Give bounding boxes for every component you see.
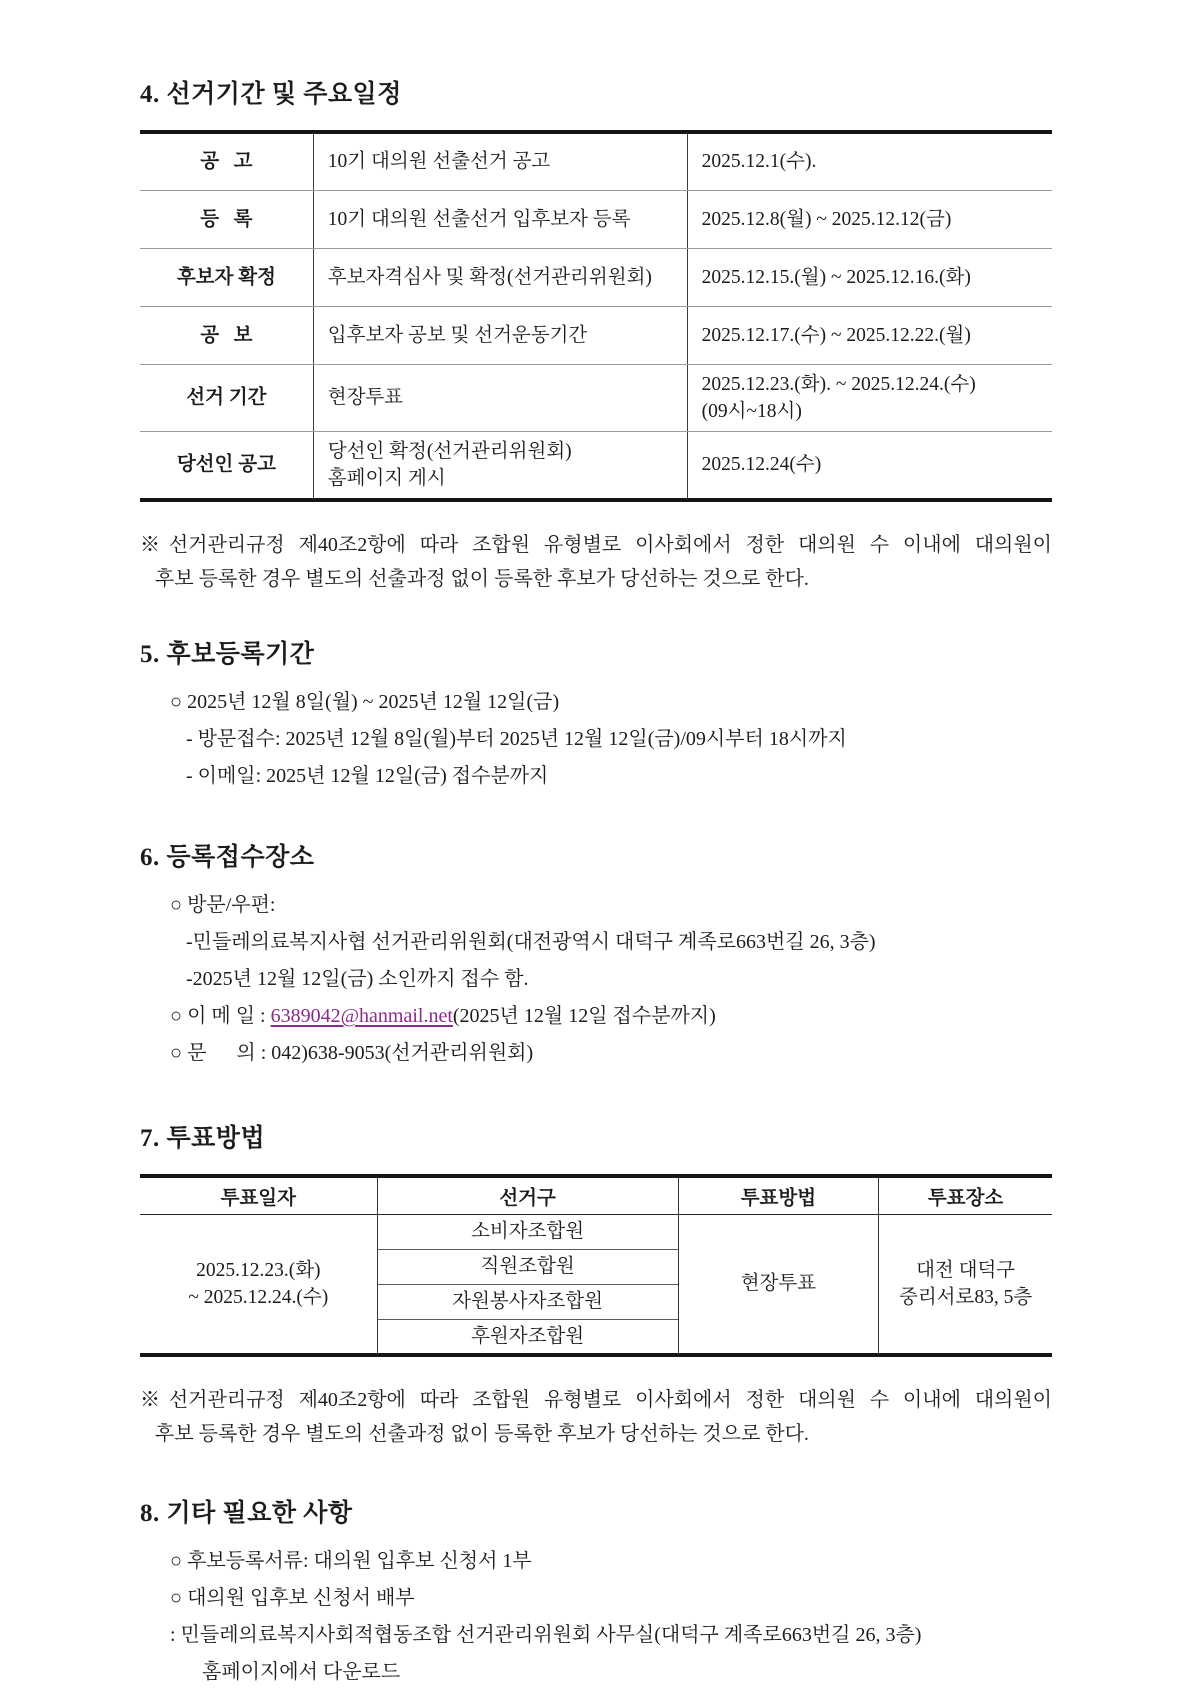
schedule-date bbox=[687, 364, 1052, 431]
schedule-label: 공 고 bbox=[140, 132, 313, 190]
list-item: -민들레의료복지사협 선거관리위원회(대전광역시 대덕구 계족로663번길 26, 3층) bbox=[186, 930, 876, 953]
vote-place-line2: 중리서로83, 5층 bbox=[899, 1286, 1033, 1308]
schedule-desc: 입후보자 공보 및 선거운동기간 bbox=[313, 306, 687, 364]
section-4-note bbox=[140, 528, 1052, 596]
schedule-label: 등 록 bbox=[140, 190, 313, 248]
list-item: ○ 후보등록서류: 대의원 입후보 신청서 1부 bbox=[170, 1549, 532, 1572]
schedule-date: 2025.12.1(수). bbox=[687, 132, 1052, 190]
schedule-row bbox=[140, 306, 1052, 364]
vote-place-line1: 대전 대덕구 bbox=[916, 1259, 1016, 1281]
section-5-title: 5. 후보등록기간 bbox=[140, 640, 315, 668]
schedule-row bbox=[140, 364, 1052, 431]
schedule-row bbox=[140, 190, 1052, 248]
schedule-desc-line2: 홈페이지 게시 bbox=[327, 467, 446, 489]
schedule-row bbox=[140, 132, 1052, 190]
vote-table bbox=[140, 1174, 1052, 1357]
list-item: ○ 2025년 12월 8일(월) ~ 2025년 12월 12일(금) bbox=[170, 690, 560, 713]
schedule-date: 2025.12.17.(수) ~ 2025.12.22.(월) bbox=[687, 306, 1052, 364]
section-8-title: 8. 기타 필요한 사항 bbox=[140, 1499, 353, 1527]
schedule-date-line1: 2025.12.23.(화). ~ 2025.12.24.(수) bbox=[701, 373, 976, 395]
note-line: 후보 등록한 경우 별도의 선출과정 없이 등록한 후보가 당선하는 것으로 한다. bbox=[155, 567, 809, 590]
list-item: - 이메일: 2025년 12월 12일(금) 접수분까지 bbox=[186, 764, 549, 787]
schedule-desc: 후보자격심사 및 확정(선거관리위원회) bbox=[313, 248, 687, 306]
schedule-date: 2025.12.15.(월) ~ 2025.12.16.(화) bbox=[687, 248, 1052, 306]
vote-district: 후원자조합원 bbox=[377, 1319, 678, 1355]
section-7-title: 7. 투표방법 bbox=[140, 1124, 266, 1152]
list-item: : 민들레의료복지사회적협동조합 선거관리위원회 사무실(대덕구 계족로663번길 26, 3층) bbox=[170, 1623, 922, 1646]
section-6-title: 6. 등록접수장소 bbox=[140, 843, 315, 871]
list-item: ○ 방문/우편: bbox=[170, 893, 276, 916]
list-item: ○ 대의원 입후보 신청서 배부 bbox=[170, 1586, 415, 1609]
schedule-row bbox=[140, 248, 1052, 306]
section-8-list bbox=[140, 1543, 1052, 1691]
vote-date-line1: 2025.12.23.(화) bbox=[196, 1259, 321, 1281]
contact-line: ○ 문 의 : 042)638-9053(선거관리위원회) bbox=[170, 1041, 534, 1064]
list-item: - 방문접수: 2025년 12월 8일(월)부터 2025년 12월 12일(금)/09시부터 18시까지 bbox=[186, 727, 847, 750]
schedule-desc bbox=[313, 431, 687, 500]
vote-district: 소비자조합원 bbox=[377, 1214, 678, 1249]
vote-header-method: 투표방법 bbox=[678, 1176, 879, 1215]
note-line: ※선거관리규정 제40조2항에 따라 조합원 유형별로 이사회에서 정한 대의원 수 이내에 대의원이 bbox=[140, 1388, 1052, 1411]
schedule-table bbox=[140, 130, 1052, 502]
email-deadline: (2025년 12월 12일 접수분까지) bbox=[452, 1004, 716, 1027]
note-line: 후보 등록한 경우 별도의 선출과정 없이 등록한 후보가 당선하는 것으로 한다. bbox=[155, 1422, 809, 1445]
section-5-list bbox=[140, 684, 1052, 795]
vote-date-line2: ~ 2025.12.24.(수) bbox=[188, 1286, 329, 1308]
schedule-desc: 10기 대의원 선출선거 입후보자 등록 bbox=[313, 190, 687, 248]
vote-header-place: 투표장소 bbox=[879, 1176, 1052, 1215]
vote-header-date: 투표일자 bbox=[140, 1176, 377, 1215]
email-link[interactable]: 6389042@hanmail.net bbox=[270, 1004, 453, 1027]
vote-header-district: 선거구 bbox=[377, 1176, 678, 1215]
vote-row bbox=[140, 1214, 1052, 1249]
schedule-date: 2025.12.24(수) bbox=[687, 431, 1052, 500]
schedule-label: 당선인 공고 bbox=[140, 431, 313, 500]
schedule-date: 2025.12.8(월) ~ 2025.12.12(금) bbox=[687, 190, 1052, 248]
section-7-note bbox=[140, 1383, 1052, 1451]
vote-district: 자원봉사자조합원 bbox=[377, 1284, 678, 1319]
email-line bbox=[140, 998, 1052, 1035]
email-label: ○ 이 메 일 : bbox=[170, 1004, 271, 1027]
note-line: ※선거관리규정 제40조2항에 따라 조합원 유형별로 이사회에서 정한 대의원 수 이내에 대의원이 bbox=[140, 533, 1052, 556]
schedule-desc: 현장투표 bbox=[313, 364, 687, 431]
schedule-desc: 10기 대의원 선출선거 공고 bbox=[313, 132, 687, 190]
schedule-label: 선거 기간 bbox=[140, 364, 313, 431]
schedule-desc-line1: 당선인 확정(선거관리위원회) bbox=[327, 440, 572, 462]
schedule-row bbox=[140, 431, 1052, 500]
section-4-title: 4. 선거기간 및 주요일정 bbox=[140, 81, 402, 108]
vote-method-cell: 현장투표 bbox=[678, 1214, 879, 1355]
vote-date-cell bbox=[140, 1214, 377, 1355]
vote-place-cell bbox=[879, 1214, 1052, 1355]
section-6-list bbox=[140, 887, 1052, 1072]
list-item: -2025년 12월 12일(금) 소인까지 접수 함. bbox=[186, 967, 529, 990]
vote-district: 직원조합원 bbox=[377, 1249, 678, 1284]
list-item: 홈페이지에서 다운로드 bbox=[202, 1660, 401, 1683]
schedule-label: 공 보 bbox=[140, 306, 313, 364]
vote-header-row bbox=[140, 1176, 1052, 1215]
schedule-date-line2: (09시~18시) bbox=[701, 400, 802, 422]
schedule-label: 후보자 확정 bbox=[140, 248, 313, 306]
